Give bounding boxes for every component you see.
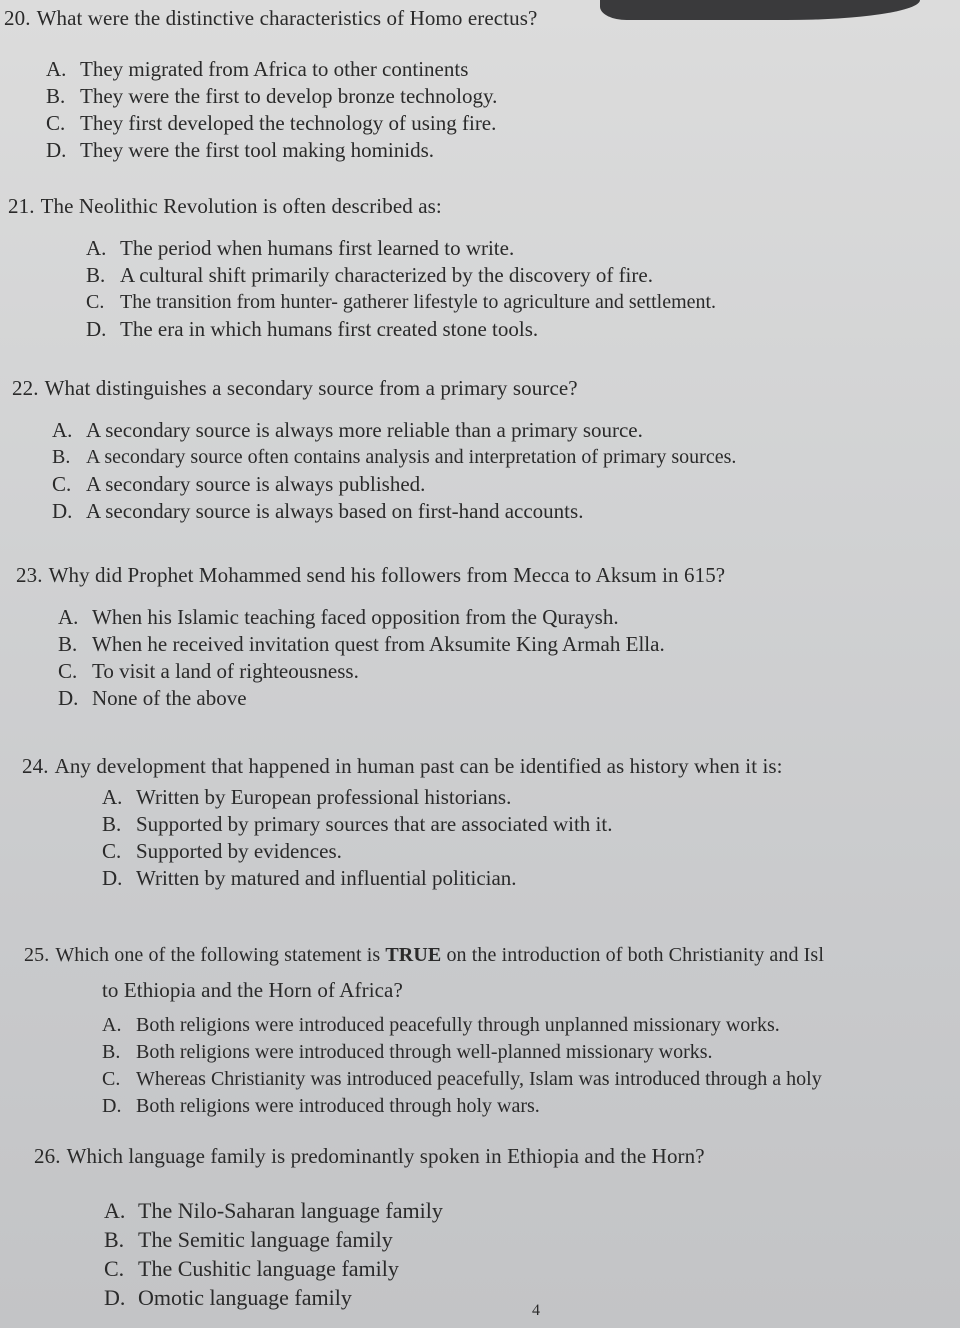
question-22-options [52,417,736,525]
option-letter: C. [46,111,66,135]
option-d [46,137,497,164]
option-letter: A. [58,605,79,629]
option-letter: B. [52,446,71,468]
option-letter: C. [102,839,122,863]
option-c [104,1254,443,1283]
question-23-options [58,604,665,712]
option-b [58,631,665,658]
option-letter: A. [102,1014,122,1036]
question-26 [34,1144,705,1169]
question-25 [24,944,824,967]
option-text: They migrated from Africa to other continents [80,57,469,81]
question-24-options [102,784,612,892]
question-text: The Neolithic Revolution is often described as: [40,194,442,218]
question-text: What were the distinctive characteristics of Homo erectus? [36,6,538,30]
option-letter: D. [86,317,107,341]
question-number: 24. [22,754,49,778]
option-c [52,471,736,498]
option-a [86,235,716,262]
question-text-after: on the introduction of both Christianity and Isl [446,944,824,966]
question-text-before: Which one of the following statement is [55,944,381,966]
option-text: A secondary source is always more reliable than a primary source. [86,418,643,442]
question-22 [12,376,578,401]
option-text: The era in which humans first created stone tools. [120,317,539,341]
option-text: Whereas Christianity was introduced peacefully, Islam was introduced through a holy [136,1068,822,1090]
option-letter: C. [52,472,72,496]
option-b [86,262,716,289]
option-text: Both religions were introduced peacefully through unplanned missionary works. [136,1014,780,1036]
option-a [58,604,665,631]
option-text: A secondary source is always based on first-hand accounts. [86,499,584,523]
option-text: They were the first to develop bronze technology. [80,84,498,108]
option-b [102,811,612,838]
option-a [52,417,736,444]
option-b [46,83,497,110]
option-letter: B. [46,84,66,108]
question-number: 22. [12,376,39,400]
option-letter: D. [58,686,79,710]
option-text: The period when humans first learned to write. [120,236,515,260]
option-d [86,316,716,343]
option-text: Supported by evidences. [136,839,342,863]
question-25-line2 [102,978,403,1003]
option-text: Supported by primary sources that are associated with it. [136,812,613,836]
question-20 [4,6,537,31]
option-b [104,1225,443,1254]
question-number: 21. [8,194,35,218]
option-a [104,1196,443,1225]
option-letter: B. [58,632,78,656]
option-text: Written by European professional historians. [136,785,512,809]
question-text: Why did Prophet Mohammed send his followers from Mecca to Aksum in 615? [48,563,726,587]
option-letter: D. [102,866,123,890]
option-text: A cultural shift primarily characterized by the discovery of fire. [120,263,653,287]
page-number: 4 [532,1302,540,1319]
option-letter: D. [52,499,73,523]
option-letter: C. [58,659,78,683]
option-d [104,1283,443,1312]
option-c [102,838,612,865]
question-text-bold: TRUE [385,944,442,966]
question-21 [8,194,442,219]
option-letter: B. [102,812,122,836]
option-text: Both religions were introduced through holy wars. [136,1095,540,1117]
option-letter: A. [46,57,67,81]
option-a [46,56,497,83]
photo-shadow [600,0,920,20]
option-text: Omotic language family [138,1285,352,1310]
option-text: Written by matured and influential politician. [136,866,517,890]
option-text: A secondary source often contains analysis and interpretation of primary sources. [86,446,737,468]
question-number: 26. [34,1144,61,1168]
question-25-options [102,1012,822,1120]
option-text: None of the above [92,686,247,710]
option-d [58,685,665,712]
option-c [86,289,716,316]
option-letter: D. [104,1285,126,1310]
option-text: To visit a land of righteousness. [92,659,359,683]
option-text: When he received invitation quest from Aksumite King Armah Ella. [92,632,665,656]
question-24 [22,754,783,779]
option-letter: D. [46,138,67,162]
option-text: When his Islamic teaching faced opposition from the Quraysh. [92,605,619,629]
option-c [102,1066,822,1093]
question-number: 25. [24,944,50,966]
option-letter: C. [104,1256,125,1281]
option-text: The transition from hunter- gatherer lifestyle to agriculture and settlement. [120,291,717,313]
question-number: 23. [16,563,43,587]
option-text: The Cushitic language family [138,1256,399,1281]
question-text: What distinguishes a secondary source from a primary source? [44,376,578,400]
question-21-options [86,235,716,343]
option-a [102,784,612,811]
option-letter: C. [102,1068,121,1090]
option-text: A secondary source is always published. [86,472,426,496]
option-letter: D. [102,1095,122,1117]
option-c [58,658,665,685]
question-26-options [104,1196,443,1312]
option-text: The Nilo-Saharan language family [138,1198,443,1223]
option-text: They first developed the technology of using fire. [80,111,497,135]
option-letter: A. [102,785,123,809]
option-letter: A. [86,236,107,260]
option-text: They were the first tool making hominids. [80,138,435,162]
option-b [102,1039,822,1066]
option-d [102,1093,822,1120]
option-d [102,865,612,892]
option-text: Both religions were introduced through well-planned missionary works. [136,1041,713,1063]
option-letter: B. [86,263,106,287]
question-text: Any development that happened in human past can be identified as history when it is: [54,754,783,778]
option-letter: B. [102,1041,121,1063]
option-letter: C. [86,291,105,313]
option-c [46,110,497,137]
option-text: The Semitic language family [138,1227,393,1252]
question-23 [16,563,725,588]
option-letter: B. [104,1227,125,1252]
question-20-options [46,56,497,164]
option-letter: A. [52,418,73,442]
option-letter: A. [104,1198,126,1223]
option-d [52,498,736,525]
option-a [102,1012,822,1039]
option-b [52,444,736,471]
question-number: 20. [4,6,31,30]
question-text: Which language family is predominantly spoken in Ethiopia and the Horn? [66,1144,705,1168]
question-text-line2: to Ethiopia and the Horn of Africa? [102,978,403,1002]
